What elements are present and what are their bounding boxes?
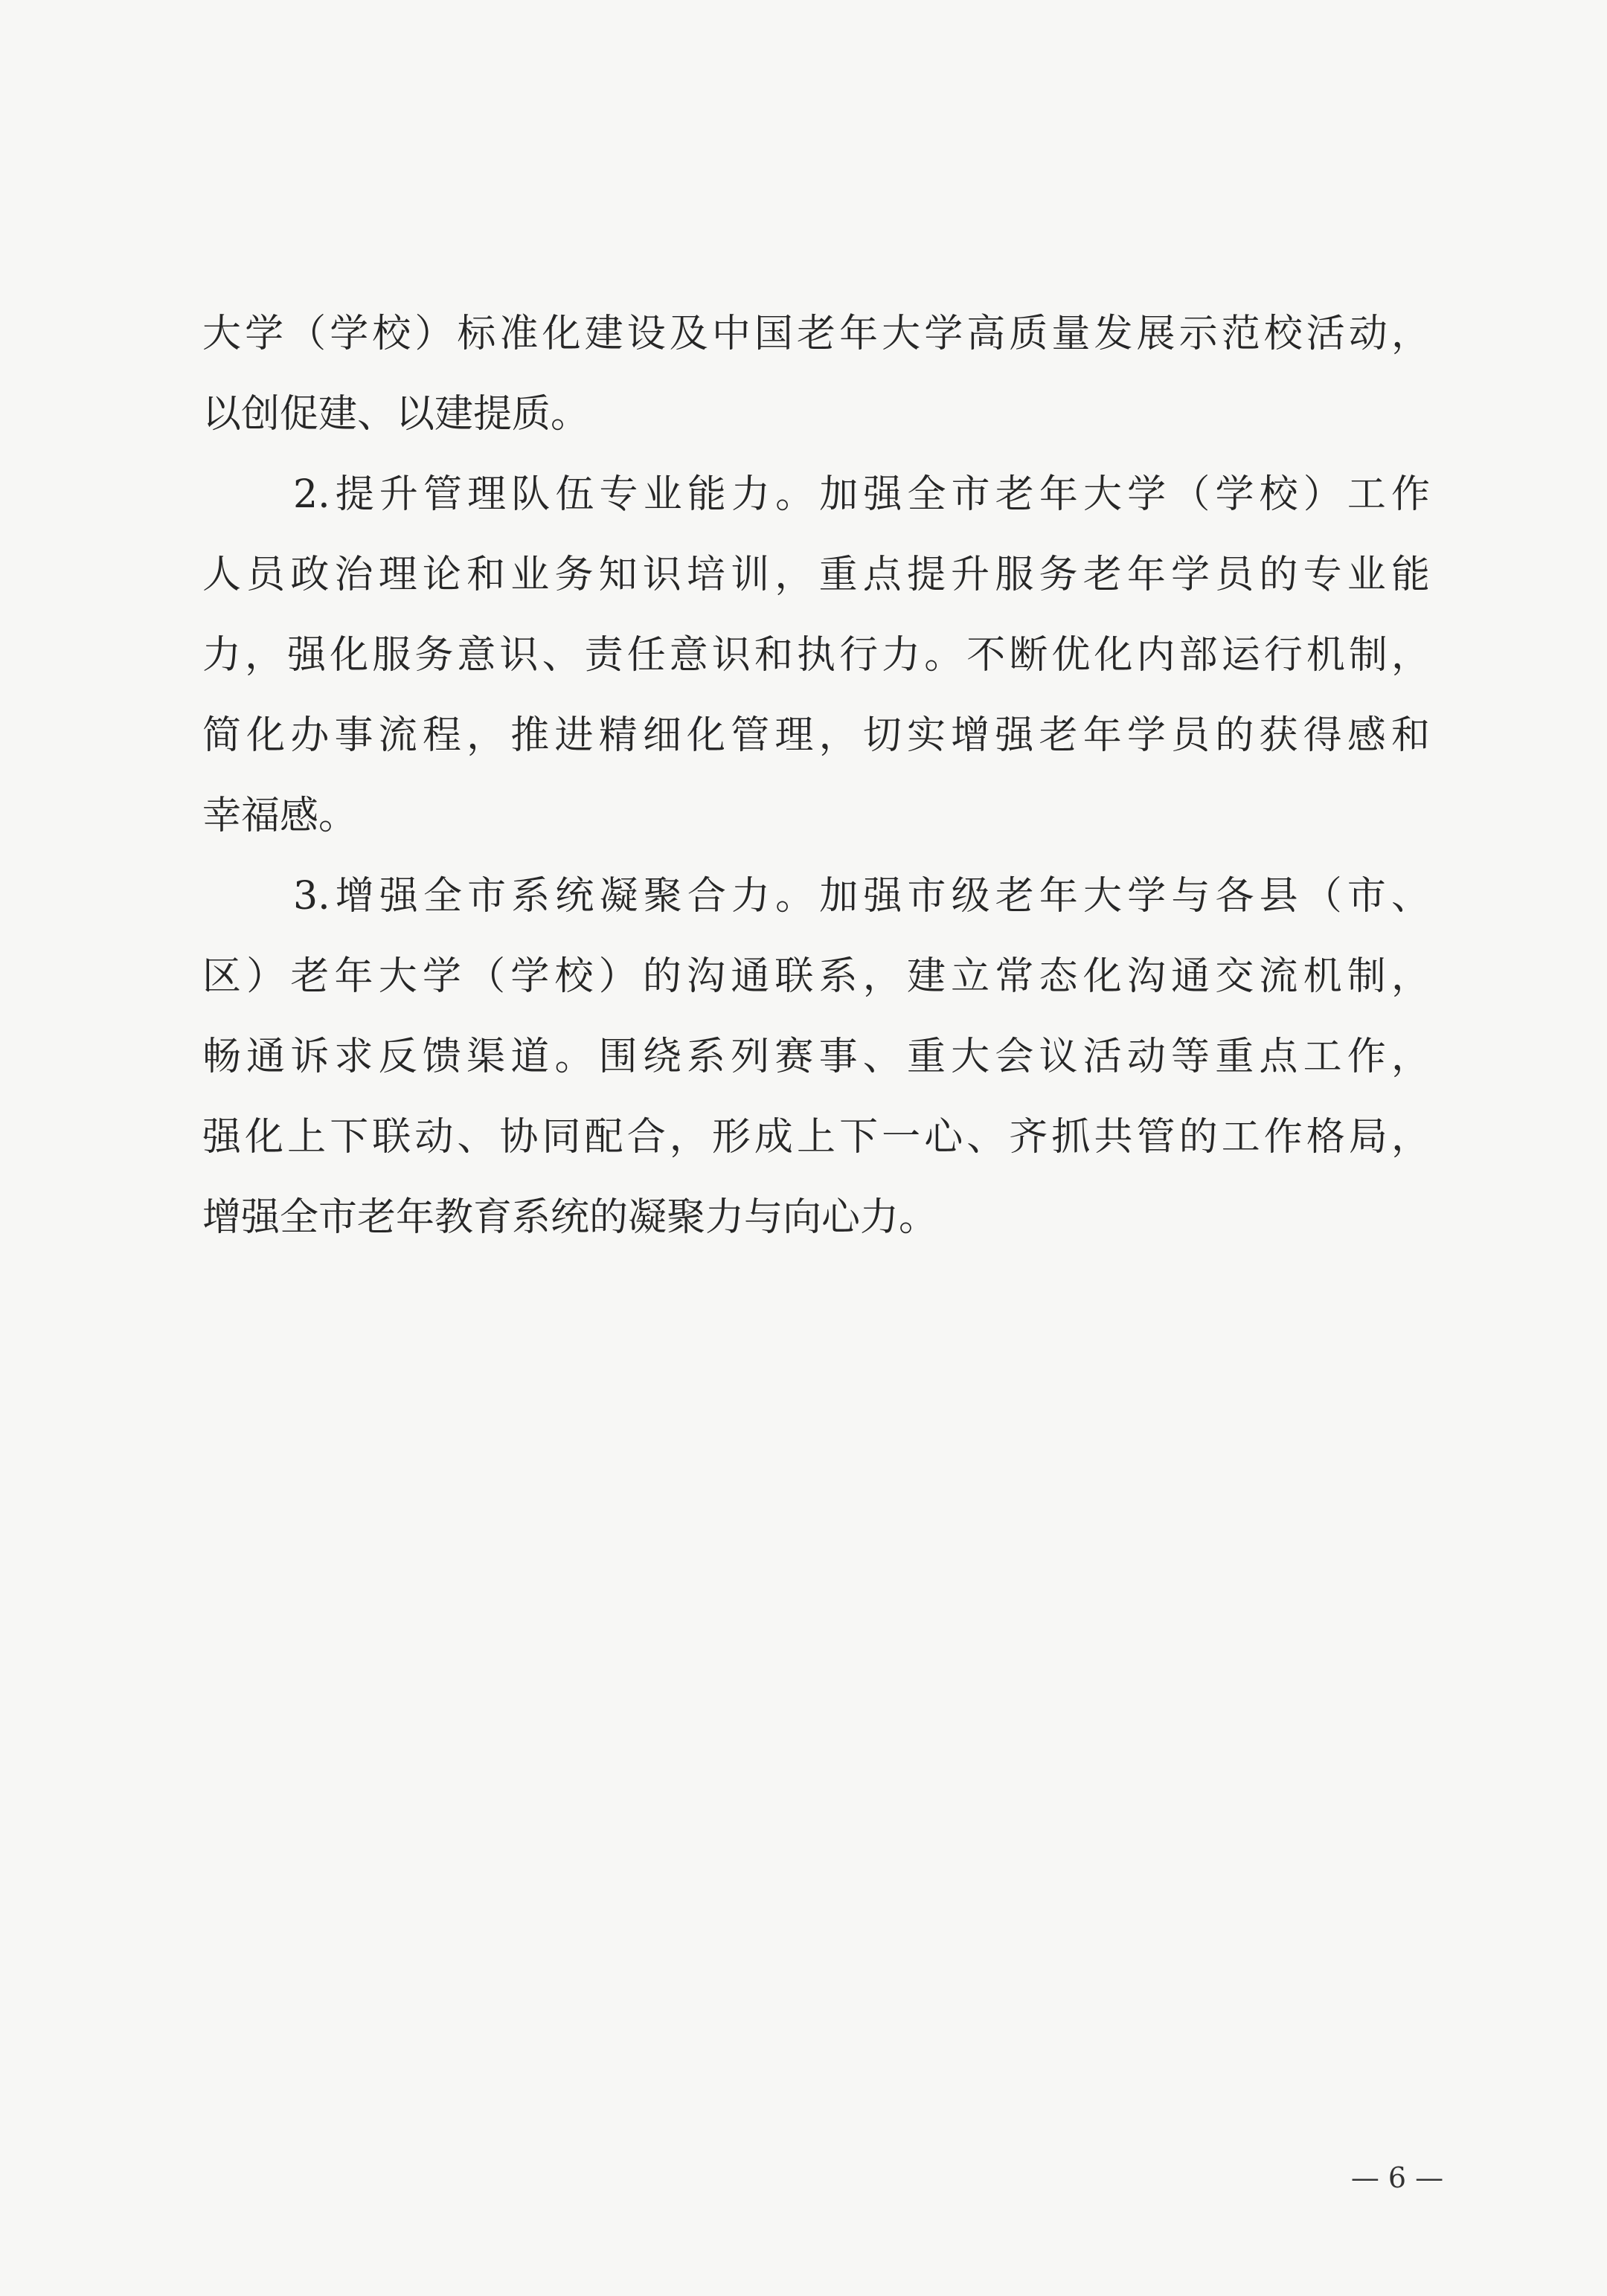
text-line: 简化办事流程，推进精细化管理，切实增强老年学员的获得感和 (202, 713, 1430, 758)
page-number: — 6 — (1350, 2161, 1444, 2194)
text-line: 幸福感。 (202, 794, 358, 838)
paragraph-system-cohesion (202, 856, 1430, 1258)
text-line: 人员政治理论和业务知识培训，重点提升服务老年学员的专业能 (202, 553, 1430, 597)
text-line: 大学（学校）标准化建设及中国老年大学高质量发展示范校活动， (202, 312, 1430, 356)
text-line: 3.增强全市系统凝聚合力。加强市级老年大学与各县（市、 (293, 874, 1430, 919)
text-line: 区）老年大学（学校）的沟通联系，建立常态化沟通交流机制， (202, 954, 1430, 999)
paragraph-continuation (202, 294, 1430, 454)
paragraph-management-team (202, 454, 1430, 856)
document-body (202, 294, 1430, 1258)
text-line: 畅通诉求反馈渠道。围绕系列赛事、重大会议活动等重点工作， (202, 1035, 1430, 1079)
text-line: 以创促建、以建提质。 (202, 392, 590, 437)
text-line: 增强全市老年教育系统的凝聚力与向心力。 (202, 1195, 938, 1240)
text-line: 力，强化服务意识、责任意识和执行力。不断优化内部运行机制， (202, 633, 1430, 678)
text-line: 强化上下联动、协同配合，形成上下一心、齐抓共管的工作格局， (202, 1115, 1430, 1160)
text-line: 2.提升管理队伍专业能力。加强全市老年大学（学校）工作 (293, 472, 1430, 517)
